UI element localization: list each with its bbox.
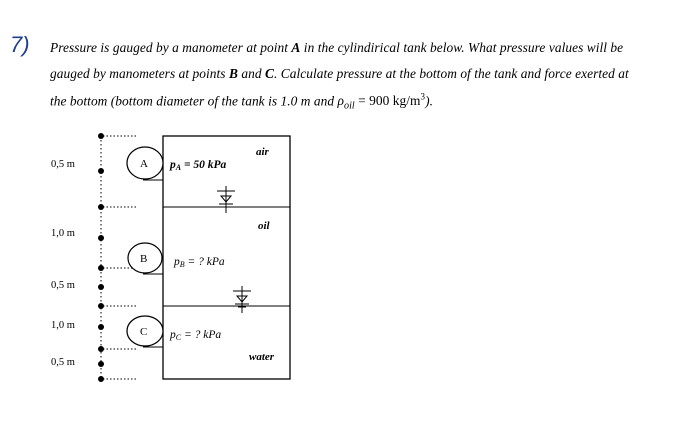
gauge-label-c: C <box>140 326 148 338</box>
reading-subscript: B <box>179 260 185 269</box>
question-text: in the cylindirical tank below. What pressure values will be <box>300 40 624 55</box>
question-text: Pressure is gauged by a manometer at point <box>50 40 292 55</box>
layer-label-oil: oil <box>258 220 270 232</box>
rho-exponent: 3 <box>420 92 426 102</box>
question-text: and <box>237 66 265 81</box>
gauge-label-b: B <box>140 253 148 265</box>
gauge-a <box>127 147 227 180</box>
layer-label-water: water <box>249 351 275 363</box>
reading-value: = ? kPa <box>184 256 225 268</box>
point-b-ref: B <box>228 66 238 81</box>
dim-label-1: 0,5 m <box>51 159 75 170</box>
question-text: the bottom (bottom diameter of the tank is 1.0 m and <box>50 93 338 109</box>
reading-symbol: p <box>174 256 180 268</box>
dim-label-5: 0,5 m <box>51 357 75 368</box>
layer-label-air: air <box>256 146 269 158</box>
dim-label-4: 1,0 m <box>51 320 75 331</box>
gauge-reading-b <box>173 256 225 269</box>
reading-subscript: A <box>175 163 182 172</box>
reading-symbol: p <box>170 159 176 171</box>
rho-value-text: = 900 kg/m <box>354 93 421 109</box>
reading-symbol: p <box>170 329 176 341</box>
free-surface-icon <box>233 286 251 313</box>
question-text: ). <box>425 93 433 109</box>
gauge-b <box>128 243 225 274</box>
gauge-c <box>127 316 221 347</box>
question-text: . Calculate pressure at the bottom of the tank and force exerted at <box>273 66 629 81</box>
question-number: 7) <box>10 32 30 57</box>
question-text: gauged by manometers at points <box>50 66 229 81</box>
reading-value: = 50 kPa <box>181 159 227 171</box>
reading-subscript: C <box>175 333 182 342</box>
free-surface-icon <box>217 186 235 213</box>
rho-symbol: ρ <box>337 93 345 109</box>
gauge-reading-a <box>169 159 227 172</box>
reading-value: = ? kPa <box>181 329 222 341</box>
rho-subscript: oil <box>344 101 355 113</box>
dim-label-2: 1,0 m <box>51 228 75 239</box>
dim-label-3: 0,5 m <box>51 280 75 291</box>
point-c-ref: C <box>264 66 274 81</box>
tank-outline <box>163 136 290 379</box>
gauge-label-a: A <box>140 158 148 170</box>
point-a-ref: A <box>291 40 301 55</box>
gauge-reading-c <box>169 329 221 342</box>
